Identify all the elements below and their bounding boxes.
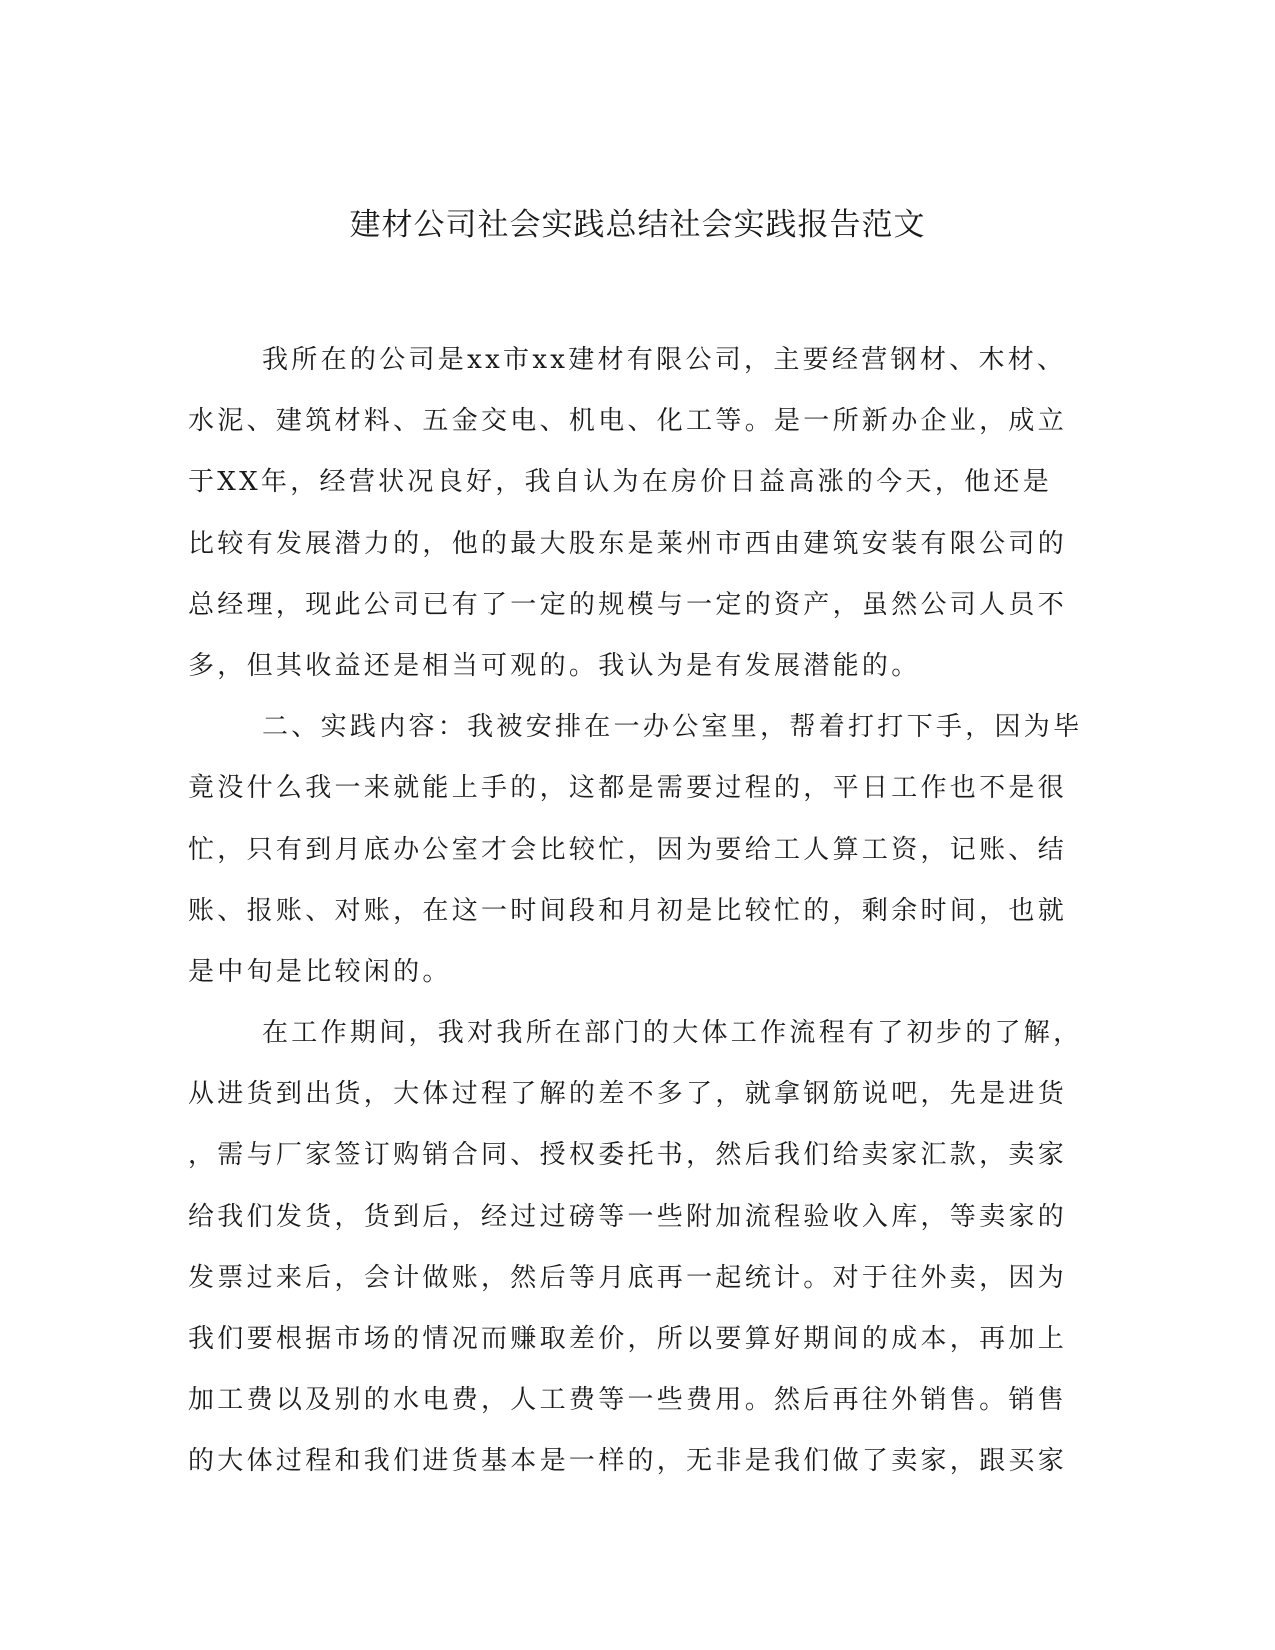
text-line: 于XX年，经营状况良好，我自认为在房价日益高涨的今天，他还是	[188, 467, 1053, 498]
text-line: 是中旬是比较闲的。	[188, 956, 452, 987]
text-line: 账、报账、对账，在这一时间段和月初是比较忙的，剩余时间，也就	[188, 895, 1068, 926]
text-line: 竟没什么我一来就能上手的，这都是需要过程的，平日工作也不是很	[188, 773, 1068, 804]
text-line: 发票过来后，会计做账，然后等月底再一起统计。对于往外卖，因为	[188, 1262, 1068, 1293]
text-line: ，需与厂家签订购销合同、授权委托书，然后我们给卖家汇款，卖家	[188, 1140, 1068, 1171]
text-line: 从进货到出货，大体过程了解的差不多了，就拿钢筋说吧，先是进货	[188, 1079, 1068, 1110]
text-line: 二、实践内容：我被安排在一办公室里，帮着打打下手，因为毕	[262, 712, 1083, 743]
text-line: 忙，只有到月底办公室才会比较忙，因为要给工人算工资，记账、结	[188, 834, 1068, 865]
text-line: 我所在的公司是xx市xx建材有限公司，主要经营钢材、木材、	[262, 345, 1067, 375]
text-line: 总经理，现此公司已有了一定的规模与一定的资产，虽然公司人员不	[188, 589, 1068, 620]
text-line: 多，但其收益还是相当可观的。我认为是有发展潜能的。	[188, 650, 921, 681]
text-line: 比较有发展潜力的，他的最大股东是莱州市西由建筑安装有限公司的	[188, 528, 1068, 559]
text-line: 在工作期间，我对我所在部门的大体工作流程有了初步的了解，	[262, 1018, 1083, 1049]
document-body	[188, 330, 1083, 1493]
text-line: 给我们发货，货到后，经过过磅等一些附加流程验收入库，等卖家的	[188, 1201, 1068, 1232]
text-line: 的大体过程和我们进货基本是一样的，无非是我们做了卖家，跟买家	[188, 1446, 1068, 1477]
paragraph-practice-content	[188, 697, 1083, 1003]
text-line: 加工费以及别的水电费，人工费等一些费用。然后再往外销售。销售	[188, 1385, 1068, 1416]
paragraph-work-period	[188, 1003, 1083, 1493]
text-line: 我们要根据市场的情况而赚取差价，所以要算好期间的成本，再加上	[188, 1324, 1068, 1354]
text-line: 水泥、建筑材料、五金交电、机电、化工等。是一所新办企业，成立	[188, 406, 1068, 437]
paragraph-company-intro	[188, 330, 1068, 697]
document-title: 建材公司社会实践总结社会实践报告范文	[349, 207, 926, 243]
